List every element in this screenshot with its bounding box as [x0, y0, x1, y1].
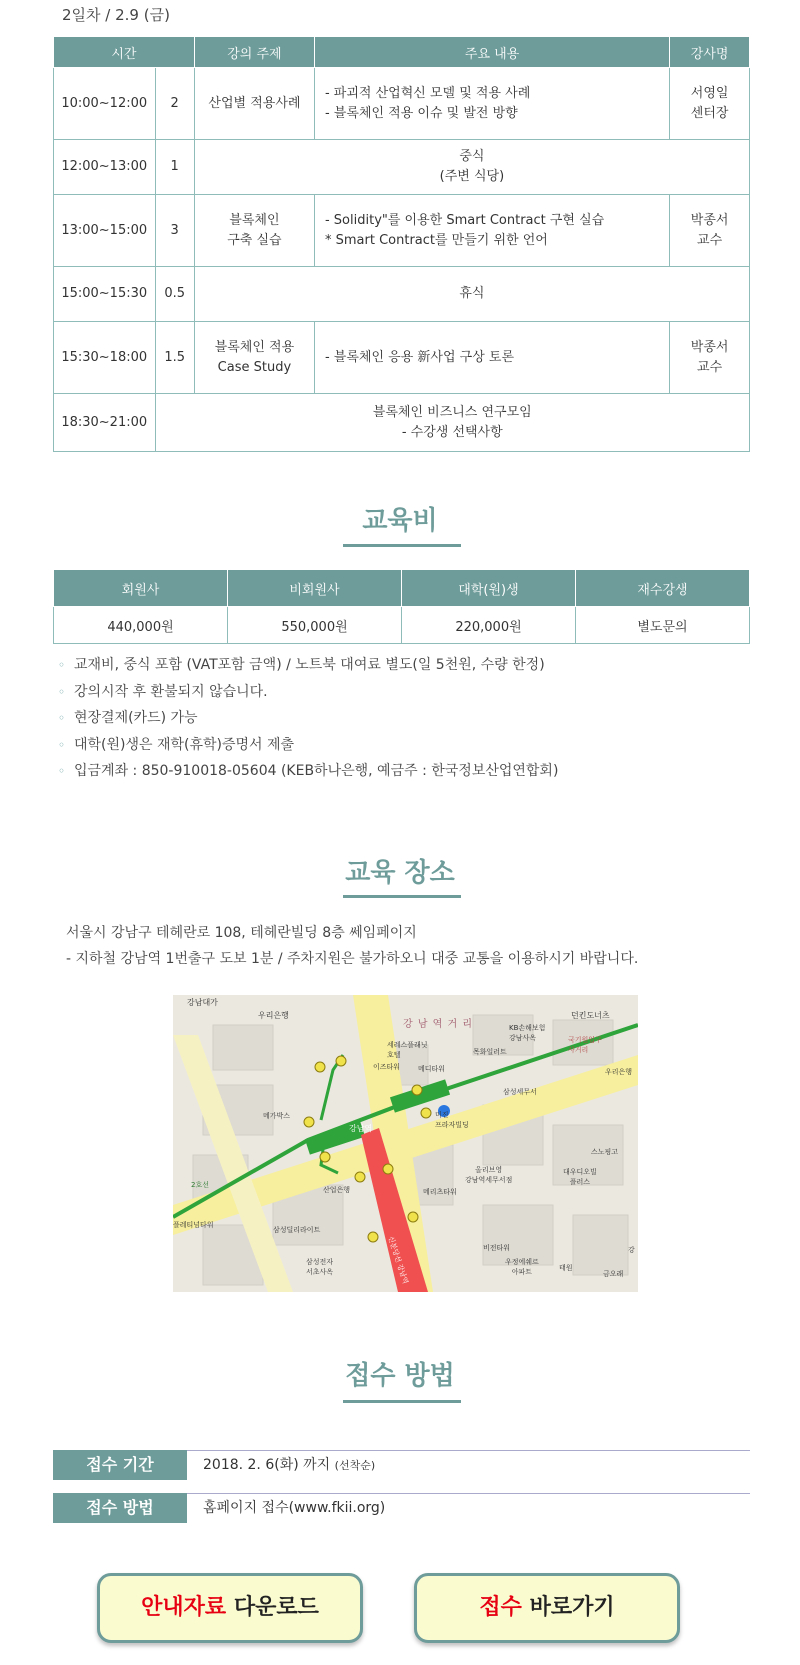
list-item — [58, 652, 558, 679]
map-label: 삼성세무서 — [503, 1088, 537, 1096]
hours-cell: 0.5 — [155, 267, 194, 322]
header-time: 시간 — [54, 37, 195, 68]
map-label: 메가박스 — [263, 1112, 291, 1120]
map-label: 스노핑고 — [591, 1148, 619, 1156]
fee-notes — [58, 652, 558, 785]
map-label: 메리츠타워 — [423, 1188, 457, 1196]
map-label: 삼성전자 서초사옥 — [306, 1258, 334, 1276]
map-label: 금오래 — [603, 1270, 624, 1278]
merged-line: 휴식 — [459, 286, 485, 301]
instructor-line: 교수 — [697, 232, 723, 248]
registration-title: 접수 방법 — [345, 1361, 455, 1391]
merged-line: 중식 — [459, 149, 485, 164]
list-item — [58, 758, 558, 785]
topic-line: 블록체인 적용 — [214, 339, 295, 355]
method-value: 홈페이지 접수(www.fkii.org) — [203, 1500, 386, 1516]
hours-cell: 1.5 — [155, 322, 194, 394]
contents-cell — [314, 68, 669, 140]
contents-line: - 파괴적 산업혁신 모델 및 적용 사례 — [324, 85, 531, 101]
time-cell: 12:00~13:00 — [54, 140, 156, 195]
schedule-table — [53, 36, 750, 452]
list-item — [58, 679, 558, 706]
apply-shortcut-button[interactable] — [414, 1573, 680, 1643]
contents-line: - Solidity"를 이용한 Smart Contract 구현 실습 — [324, 212, 605, 228]
list-item — [58, 705, 558, 732]
hours-cell: 2 — [155, 68, 194, 140]
table-row — [54, 195, 750, 267]
day-label: 2일차 / 2.9 (금) — [62, 6, 170, 24]
contents-line: - 블록체인 응용 新사업 구상 토론 — [324, 349, 515, 365]
download-guide-button[interactable] — [97, 1573, 363, 1643]
map-label: KB손해보험 강남사옥 — [509, 1024, 546, 1042]
fee-header-member: 회원사 — [54, 570, 228, 607]
map-label: 강 남 역 거 리 — [403, 1019, 474, 1030]
apply-label: 바로가기 — [521, 1595, 615, 1620]
merged-cell — [194, 140, 749, 195]
hours-cell: 1 — [155, 140, 194, 195]
time-cell: 15:30~18:00 — [54, 322, 156, 394]
bullet-icon: ◦ — [58, 711, 66, 725]
map-label: 목화일러트 — [473, 1048, 507, 1056]
time-cell: 13:00~15:00 — [54, 195, 156, 267]
fee-table — [53, 569, 750, 644]
bullet-icon: ◦ — [58, 658, 66, 672]
map-label: 던킨도너츠 — [571, 1011, 610, 1020]
fee-value-retake: 별도문의 — [576, 607, 750, 644]
topic-line: 구축 실습 — [227, 232, 282, 248]
map-label: 삼성딜리라이트 — [273, 1226, 321, 1234]
download-label-highlight: 안내자료 — [141, 1595, 227, 1620]
map-label: 이즈타워 — [373, 1063, 401, 1071]
map-label: 강남역 — [349, 1124, 373, 1133]
merged-line: 블록체인 비즈니스 연구모임 — [372, 404, 532, 420]
fee-header-student: 대학(원)생 — [402, 570, 576, 607]
table-row — [54, 322, 750, 394]
fee-value-student: 220,000원 — [402, 607, 576, 644]
header-instructor: 강사명 — [670, 37, 750, 68]
contents-cell — [314, 322, 669, 394]
map-label: 국기원입구 사거리 — [568, 1036, 602, 1054]
map-label: 우정에쉐르 아파트 — [505, 1258, 539, 1276]
time-cell: 15:00~15:30 — [54, 267, 156, 322]
table-row — [54, 140, 750, 195]
instructor-line: 교수 — [697, 359, 723, 375]
directions-text: - 지하철 강남역 1번출구 도보 1분 / 주차지원은 불가하오니 대중 교통을 이용하시기 바랍니다. — [66, 951, 639, 967]
table-row — [54, 68, 750, 140]
instructor-cell — [670, 322, 750, 394]
map-label: 미진 프라자빌딩 — [435, 1111, 469, 1129]
map-label: 메디타워 — [418, 1065, 446, 1073]
note-text: 현장결제(카드) 가능 — [74, 710, 198, 726]
bullet-icon: ◦ — [58, 764, 66, 778]
time-cell: 18:30~21:00 — [54, 394, 156, 452]
fee-value-member: 440,000원 — [54, 607, 228, 644]
instructor-cell — [670, 195, 750, 267]
topic-line: 산업별 적용사례 — [208, 95, 301, 111]
bullet-icon: ◦ — [58, 684, 66, 699]
map-label: 2호선 — [191, 1181, 209, 1189]
topic-cell — [194, 195, 314, 267]
contents-line: - 블록체인 적용 이슈 및 발전 방향 — [324, 105, 518, 121]
location-map[interactable] — [173, 995, 638, 1292]
method-label: 접수 방법 — [53, 1493, 187, 1523]
list-item — [58, 732, 558, 759]
period-note: (선착순) — [334, 1459, 376, 1472]
topic-cell — [194, 68, 314, 140]
merged-cell — [194, 267, 749, 322]
topic-line: Case Study — [217, 359, 292, 375]
table-row — [54, 267, 750, 322]
instructor-line: 박종서 — [690, 212, 729, 228]
registration-period-row — [53, 1450, 750, 1480]
topic-line: 블록체인 — [229, 212, 280, 228]
merged-cell — [155, 394, 750, 452]
map-label: 플레티넘타워 — [173, 1221, 214, 1229]
fee-header-retake: 재수강생 — [576, 570, 750, 607]
instructor-line: 서영일 — [690, 85, 729, 101]
period-value — [203, 1450, 375, 1480]
map-label: 우리은행 — [258, 1011, 289, 1020]
location-title-underline — [343, 895, 461, 898]
period-label: 접수 기간 — [53, 1450, 187, 1480]
time-cell: 10:00~12:00 — [54, 68, 156, 140]
fee-header-nonmember: 비회원사 — [228, 570, 402, 607]
header-contents: 주요 내용 — [314, 37, 669, 68]
map-label: 올리브영 강남역세무서점 — [465, 1166, 513, 1184]
map-label: 강남대가 — [187, 998, 218, 1007]
contents-line: * Smart Contract를 만들기 위한 언어 — [324, 232, 548, 248]
merged-line: (주변 식당) — [439, 169, 505, 184]
map-label: 비전타워 — [483, 1244, 511, 1252]
map-label: 우리은행 — [605, 1068, 633, 1076]
address-text: 서울시 강남구 테헤란로 108, 테헤란빌딩 8층 쎄임페이지 — [66, 925, 417, 941]
registration-method-row — [53, 1493, 750, 1523]
note-text: 강의시작 후 환불되지 않습니다. — [74, 683, 268, 700]
fee-value-nonmember: 550,000원 — [228, 607, 402, 644]
map-label: 산업은행 — [323, 1186, 351, 1194]
instructor-line: 박종서 — [690, 339, 729, 355]
table-row — [54, 394, 750, 452]
map-label: 강 — [628, 1246, 635, 1254]
note-text: 입금계좌 : 850-910018-05604 (KEB하나은행, 예금주 : 한국정보산업연합회) — [74, 763, 559, 779]
fee-value-row — [54, 607, 750, 644]
hours-cell: 3 — [155, 195, 194, 267]
header-topic: 강의 주제 — [194, 37, 314, 68]
note-text: 교재비, 중식 포함 (VAT포함 금액) / 노트북 대여료 별도(일 5천원, 수량 한정) — [74, 657, 545, 673]
map-label: 태원 — [559, 1264, 573, 1272]
map-label: 세레스플래닛 호텔 — [387, 1041, 428, 1059]
schedule-header-row — [54, 37, 750, 68]
period-date: 2018. 2. 6(화) 까지 — [203, 1457, 331, 1473]
registration-title-underline — [343, 1400, 461, 1403]
bullet-icon: ◦ — [58, 737, 66, 752]
fee-title: 교육비 — [362, 506, 438, 536]
contents-cell — [314, 195, 669, 267]
map-label: 대우디오빌 플러스 — [563, 1168, 597, 1186]
instructor-line: 센터장 — [690, 105, 729, 121]
location-title: 교육 장소 — [345, 858, 455, 888]
note-text: 대학(원)생은 재학(휴학)증명서 제출 — [74, 736, 295, 753]
map-label: 신분당선 강남역 — [386, 1235, 410, 1285]
apply-label-highlight: 접수 — [479, 1595, 522, 1620]
fee-header-row — [54, 570, 750, 607]
download-label: 다운로드 — [226, 1595, 319, 1620]
fee-title-underline — [343, 544, 461, 547]
merged-line: - 수강생 선택사항 — [401, 424, 503, 440]
topic-cell — [194, 322, 314, 394]
instructor-cell — [670, 68, 750, 140]
